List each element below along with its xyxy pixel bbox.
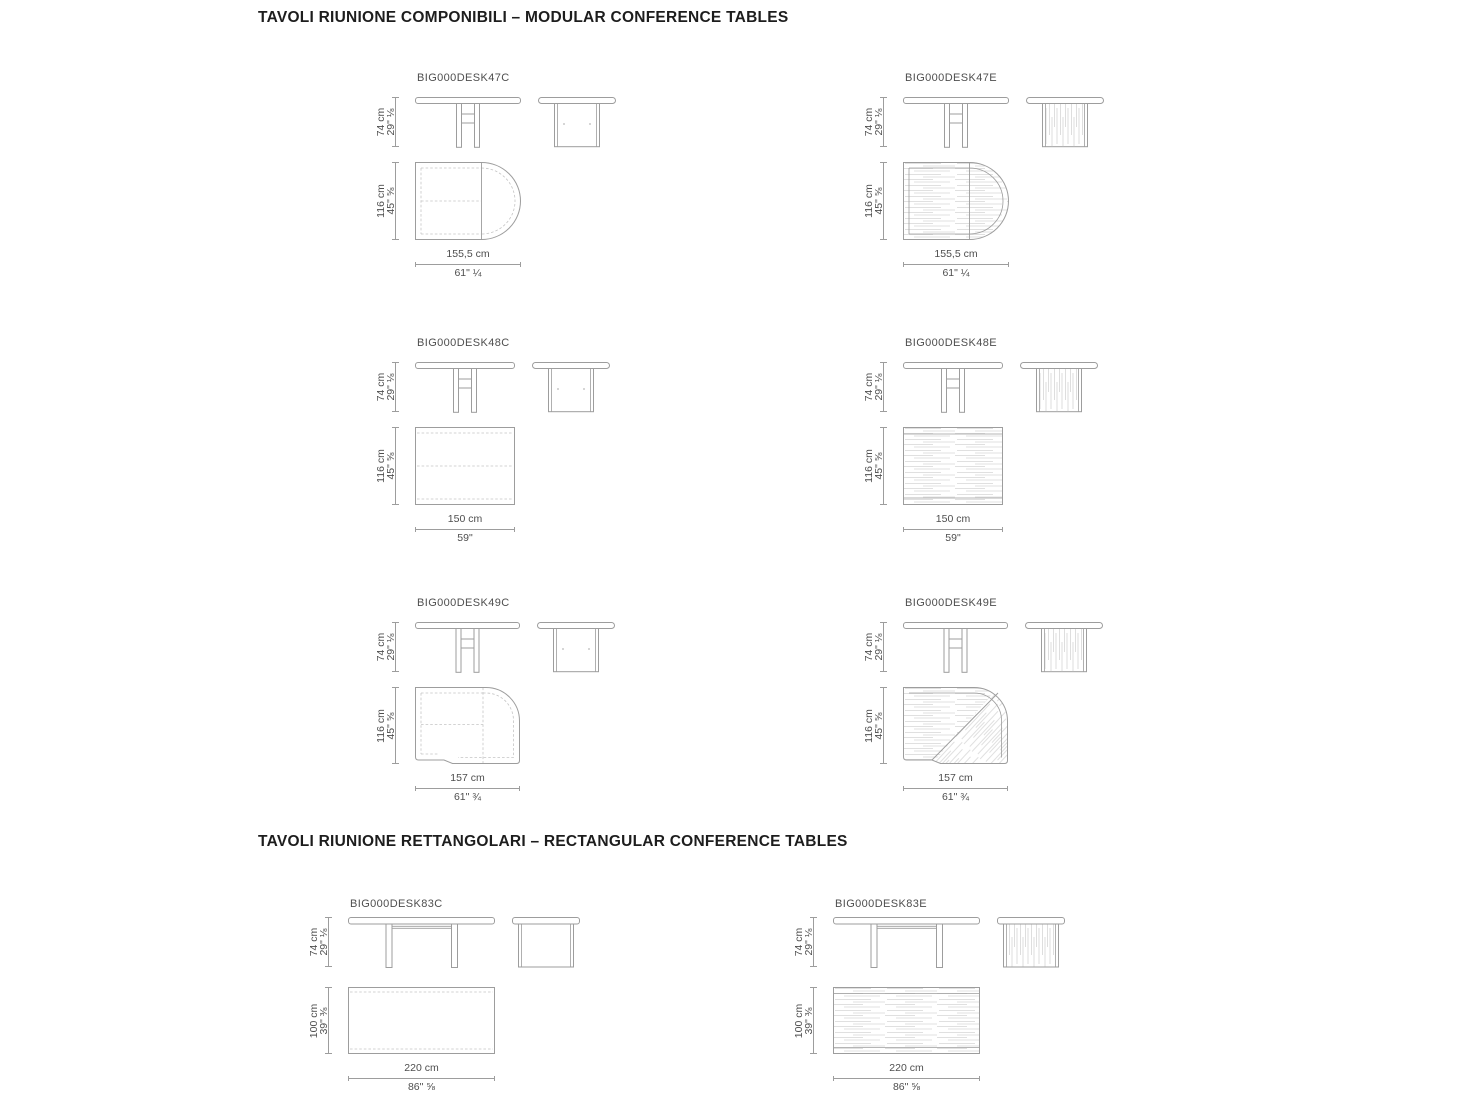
panel-fitting-dot <box>589 123 591 125</box>
width-dimension-line <box>903 529 1003 530</box>
side-elevation-svg <box>512 917 580 968</box>
side-elevation-svg <box>1025 622 1103 673</box>
width-dimension-line <box>415 788 520 789</box>
plan-view-svg <box>903 687 1008 764</box>
tabletop-front <box>349 918 495 925</box>
width-dimension-line <box>415 264 521 265</box>
depth-cm-label: 100 cm <box>308 1003 320 1038</box>
tabletop-front <box>416 363 515 369</box>
leg-crossbars <box>462 114 475 123</box>
width-inch-label: 61" ¼ <box>942 267 970 279</box>
tabletop-side <box>539 98 616 104</box>
left-leg <box>945 104 950 148</box>
leg-crossbars <box>459 379 472 388</box>
plan-view-svg <box>415 687 520 764</box>
product-code: BIG000DESK49E <box>905 597 998 609</box>
plan-view-svg <box>415 162 521 240</box>
product-code: BIG000DESK83C <box>350 898 443 910</box>
side-elevation-svg <box>537 622 615 673</box>
product-code: BIG000DESK47C <box>417 72 510 84</box>
side-elevation-svg <box>532 362 610 413</box>
product-code: BIG000DESK83E <box>835 898 928 910</box>
section-title-rectangular: TAVOLI RIUNIONE RETTANGOLARI – RECTANGULAR CONFERENCE TABLES <box>258 833 848 850</box>
left-leg <box>942 369 947 413</box>
top-wood-grain <box>904 428 1003 505</box>
tabletop-front <box>834 918 980 925</box>
width-inch-label: 86" ⅝ <box>892 1081 921 1093</box>
depth-inch-label: 45" ⅝ <box>385 187 397 215</box>
top-wood-grain <box>904 163 1009 240</box>
front-elevation-svg <box>833 917 980 968</box>
tabletop-side <box>533 363 610 369</box>
panel-leg <box>554 629 599 672</box>
panel-wood-grain <box>1040 369 1078 411</box>
width-cm-label: 150 cm <box>935 513 971 525</box>
height-inch-label: 29" ⅛ <box>873 633 885 661</box>
right-leg <box>937 924 943 968</box>
tabletop-front <box>904 98 1009 104</box>
right-leg <box>962 629 967 673</box>
plan-view-svg <box>348 987 495 1054</box>
left-leg <box>456 629 461 673</box>
left-leg <box>457 104 462 148</box>
depth-cm-label: 116 cm <box>375 184 387 218</box>
height-inch-label: 29" ⅛ <box>318 928 330 956</box>
height-inch-label: 29" ⅛ <box>803 928 815 956</box>
tabletop-side <box>1026 623 1103 629</box>
hidden-edge-dashes <box>421 688 514 764</box>
panel-leg <box>549 369 594 412</box>
depth-inch-label: 45" ⅝ <box>385 711 397 740</box>
depth-inch-label: 39" ⅜ <box>318 1006 330 1035</box>
front-elevation-svg <box>415 622 520 673</box>
panel-fitting-dot <box>583 388 585 390</box>
front-elevation-svg <box>415 362 515 413</box>
width-inch-label: 59" <box>457 532 473 544</box>
plan-view-svg <box>833 987 980 1054</box>
width-inch-label: 86" ⅝ <box>407 1081 436 1093</box>
width-cm-label: 155,5 cm <box>934 248 978 260</box>
plan-outline <box>416 688 520 764</box>
right-leg <box>475 104 480 148</box>
left-leg <box>454 369 459 413</box>
depth-inch-label: 39" ⅜ <box>803 1006 815 1035</box>
depth-cm-label: 116 cm <box>863 449 875 483</box>
depth-cm-label: 116 cm <box>375 449 387 483</box>
side-elevation-svg <box>538 97 616 148</box>
height-inch-label: 29" ⅛ <box>385 373 397 401</box>
section-title-modular: TAVOLI RIUNIONE COMPONIBILI – MODULAR CONFERENCE TABLES <box>258 9 789 26</box>
panel-leg <box>555 104 600 147</box>
leg-crossbars <box>947 379 960 388</box>
width-inch-label: 61" ¾ <box>453 791 482 803</box>
panel-fitting-dot <box>588 648 590 650</box>
leg-crossbars <box>949 639 962 648</box>
product-code: BIG000DESK49C <box>417 597 510 609</box>
height-cm-label: 74 cm <box>375 372 387 402</box>
width-inch-label: 61" ¼ <box>454 267 482 279</box>
tabletop-front <box>416 623 520 629</box>
left-leg <box>386 924 392 968</box>
height-cm-label: 74 cm <box>375 632 387 662</box>
right-leg <box>960 369 965 413</box>
front-elevation-svg <box>415 97 521 148</box>
tabletop-front <box>904 363 1003 369</box>
side-elevation-svg <box>1026 97 1104 148</box>
product-code: BIG000DESK48E <box>905 337 998 349</box>
width-cm-label: 157 cm <box>938 772 973 784</box>
plan-view-svg <box>415 427 515 505</box>
height-cm-label: 74 cm <box>863 632 875 662</box>
side-elevation-svg <box>1020 362 1098 413</box>
tabletop-side <box>998 918 1065 925</box>
tabletop-side <box>513 918 580 925</box>
leg-crossbars <box>461 639 474 648</box>
height-cm-label: 74 cm <box>863 372 875 402</box>
leg-crossbars <box>950 114 963 123</box>
right-leg <box>963 104 968 148</box>
height-cm-label: 74 cm <box>308 927 320 957</box>
product-code: BIG000DESK47E <box>905 72 998 84</box>
top-wood-grain <box>834 988 980 1054</box>
width-dimension-line <box>415 529 515 530</box>
panel-wood-grain <box>1007 925 1055 967</box>
width-cm-label: 220 cm <box>404 1062 439 1074</box>
height-inch-label: 29" ⅛ <box>385 108 397 136</box>
front-elevation-svg <box>903 97 1009 148</box>
front-elevation-svg <box>903 622 1008 673</box>
right-leg <box>474 629 479 673</box>
depth-inch-label: 45" ⅝ <box>873 187 885 215</box>
plan-view-svg <box>903 427 1003 505</box>
depth-inch-label: 45" ⅝ <box>873 452 885 480</box>
depth-cm-label: 116 cm <box>863 184 875 218</box>
width-cm-label: 220 cm <box>889 1062 924 1074</box>
height-cm-label: 74 cm <box>375 107 387 137</box>
hidden-edge-dashes <box>350 992 493 1049</box>
width-dimension-line <box>348 1078 495 1079</box>
side-elevation-svg <box>997 917 1065 968</box>
height-inch-label: 29" ⅛ <box>873 108 885 136</box>
width-inch-label: 59" <box>945 532 961 544</box>
panel-wood-grain <box>1046 104 1084 146</box>
width-dimension-line <box>833 1078 980 1079</box>
panel-fitting-dot <box>562 648 564 650</box>
width-dimension-line <box>903 788 1008 789</box>
height-inch-label: 29" ⅛ <box>873 373 885 401</box>
depth-cm-label: 116 cm <box>863 708 875 743</box>
front-elevation-svg <box>348 917 495 968</box>
height-inch-label: 29" ⅛ <box>385 633 397 661</box>
plan-view-svg <box>903 162 1009 240</box>
width-cm-label: 157 cm <box>450 772 485 784</box>
hidden-edge-dashes <box>421 168 515 234</box>
tabletop-side <box>1021 363 1098 369</box>
depth-inch-label: 45" ⅝ <box>385 452 397 480</box>
product-code: BIG000DESK48C <box>417 337 510 349</box>
front-elevation-svg <box>903 362 1003 413</box>
left-leg <box>871 924 877 968</box>
apron-beam <box>392 926 452 928</box>
depth-inch-label: 45" ⅝ <box>873 711 885 740</box>
tabletop-front <box>904 623 1008 629</box>
width-cm-label: 155,5 cm <box>446 248 490 260</box>
panel-wood-grain <box>1045 629 1083 671</box>
tabletop-front <box>416 98 521 104</box>
height-cm-label: 74 cm <box>863 107 875 137</box>
apron-beam <box>877 926 937 928</box>
width-inch-label: 61" ¾ <box>941 791 970 803</box>
tabletop-side <box>1027 98 1104 104</box>
hidden-edge-dashes <box>417 433 513 499</box>
depth-cm-label: 116 cm <box>375 708 387 743</box>
width-dimension-line <box>903 264 1009 265</box>
panel-fitting-dot <box>557 388 559 390</box>
plan-outline <box>349 988 495 1054</box>
height-cm-label: 74 cm <box>793 927 805 957</box>
depth-cm-label: 100 cm <box>793 1003 805 1038</box>
left-leg <box>944 629 949 673</box>
panel-leg <box>519 924 574 967</box>
width-cm-label: 150 cm <box>447 513 483 525</box>
right-leg <box>452 924 458 968</box>
tabletop-side <box>538 623 615 629</box>
panel-fitting-dot <box>563 123 565 125</box>
right-leg <box>472 369 477 413</box>
